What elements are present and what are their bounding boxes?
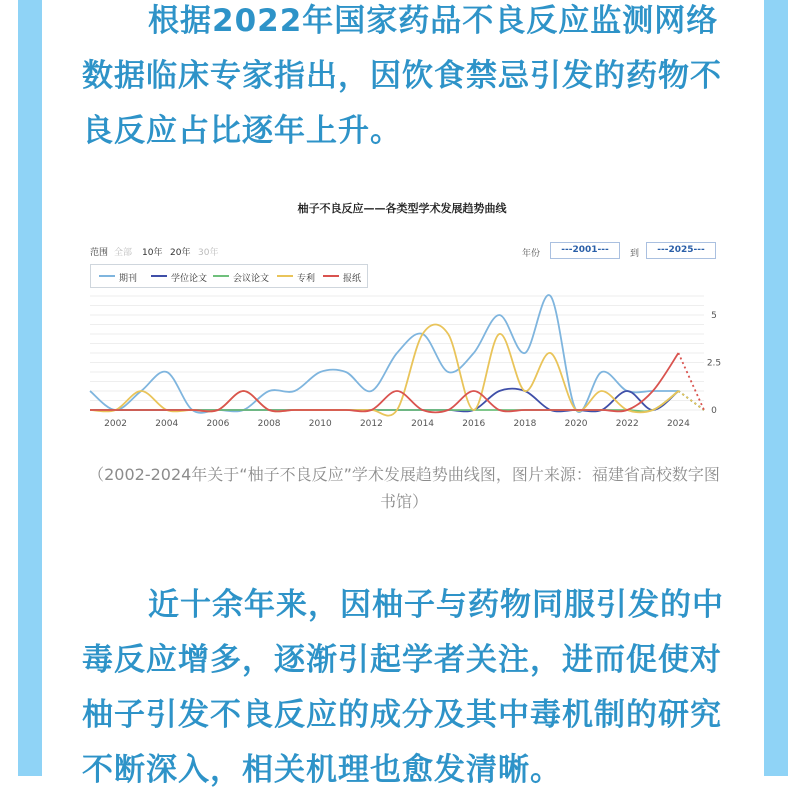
series-line-0: [90, 295, 678, 413]
left-decor-bar: [18, 0, 42, 776]
range-option-30y[interactable]: 30年: [198, 248, 219, 258]
series-line-4: [90, 353, 678, 412]
x-tick-label: 2012: [359, 419, 383, 429]
legend-item-newspaper[interactable]: 报纸: [343, 274, 362, 284]
x-tick-label: 2008: [257, 419, 281, 429]
y-tick-label: 2.5: [706, 358, 722, 369]
series-line-3: [90, 325, 678, 416]
x-tick-label: 2004: [155, 419, 179, 429]
x-tick-label: 2010: [308, 419, 332, 429]
y-tick-label: 0: [711, 406, 717, 416]
range-option-20y[interactable]: 20年: [170, 248, 191, 258]
x-tick-label: 2022: [615, 419, 639, 429]
x-tick-label: 2014: [411, 419, 435, 429]
intro-paragraph: [82, 0, 732, 159]
x-tick-label: 2018: [513, 419, 537, 429]
chart-title: 柚子不良反应——各类型学术发展趋势曲线: [297, 202, 507, 215]
x-tick-label: 2016: [462, 419, 486, 429]
x-tick-label: 2002: [104, 419, 128, 429]
legend-item-journal[interactable]: 期刊: [119, 274, 138, 284]
x-tick-label: 2020: [564, 419, 588, 429]
year-from-field[interactable]: ---2001---: [550, 242, 620, 259]
intro-paragraph-text: 根据2022年国家药品不良反应监测网络数据临床专家指出，因饮食禁忌引发的药物不良反应占比逐年上升。: [82, 3, 722, 149]
chart-plot-area: [86, 196, 722, 436]
range-option-10y[interactable]: 10年: [142, 248, 163, 258]
to-label: 到: [630, 249, 640, 259]
right-decor-bar: [764, 0, 788, 776]
year-to-field[interactable]: ---2025---: [646, 242, 716, 259]
x-tick-label: 2006: [206, 419, 230, 429]
y-tick-label: 5: [711, 311, 717, 321]
legend-item-thesis[interactable]: 学位论文: [171, 274, 208, 284]
trend-chart: [86, 196, 722, 436]
range-label: 范围: [90, 248, 109, 258]
body-paragraph-text: 近十余年来，因柚子与药物同服引发的中毒反应增多，逐渐引起学者关注，进而促使对柚子引发不良反应的成分及其中毒机制的研究不断深入，相关机理也愈发清晰。: [82, 587, 724, 788]
year-label: 年份: [522, 249, 541, 259]
figure-caption: （2002-2024年关于“柚子不良反应”学术发展趋势曲线图，图片来源：福建省高校数字图书馆）: [88, 465, 720, 511]
body-paragraph: [82, 578, 732, 798]
x-tick-label: 2024: [666, 419, 690, 429]
legend-item-patent[interactable]: 专利: [297, 274, 316, 284]
range-option-all[interactable]: 全部: [114, 248, 133, 258]
legend-item-conference[interactable]: 会议论文: [233, 274, 270, 284]
